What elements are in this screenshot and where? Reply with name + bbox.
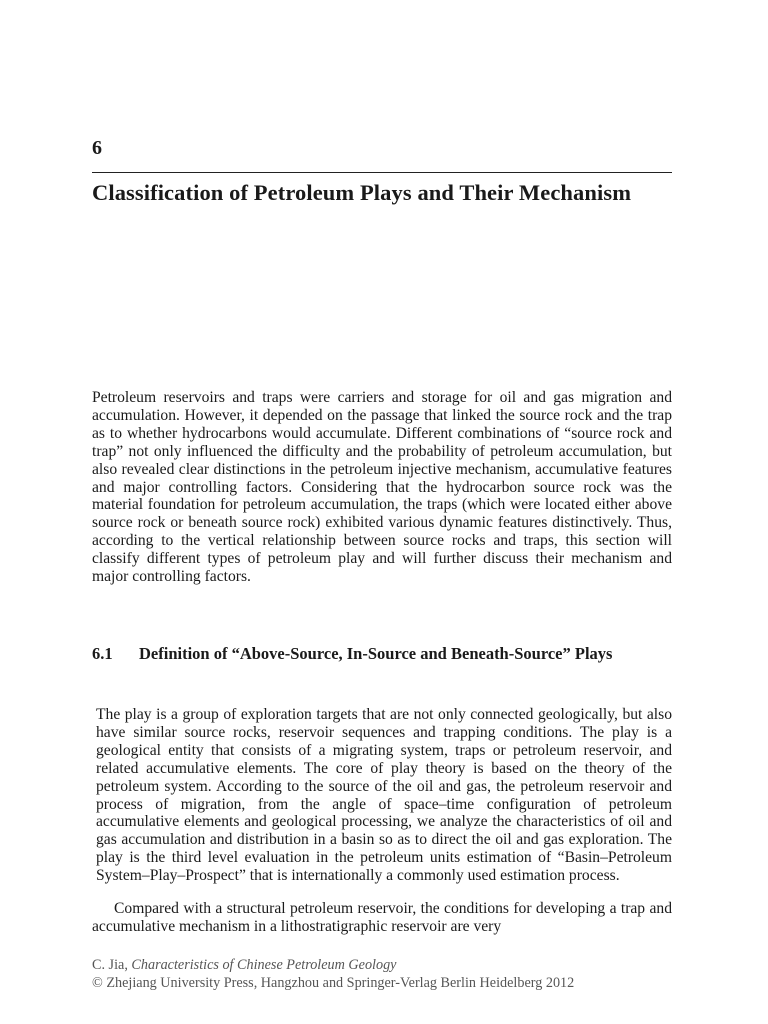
section-number: 6.1 (92, 644, 113, 663)
section-title: Definition of “Above-Source, In-Source and Beneath-Source” Plays (139, 644, 613, 663)
page-footer (92, 956, 692, 992)
citation-line (92, 956, 692, 974)
body-paragraph: Compared with a structural petroleum reservoir, the conditions for developing a trap and accumulative mechanism in a lithostratigraphic reservoir are very (92, 900, 672, 935)
chapter-divider (92, 172, 672, 173)
intro-paragraph: Petroleum reservoirs and traps were carriers and storage for oil and gas migration and accumulation. However, it depended on the passage that linked the source rock and the trap as to whether hydrocarbons would accumulate. Different combinations of “source rock and trap” not only influenced the difficulty and the probability of petroleum accumulation, but also revealed clear distinctions in the petroleum injective mechanism, accumulative features and major controlling factors. Considering that the hydrocarbon source rock was the material foundation for petroleum accumulation, the traps (which were located either above source rock or beneath source rock) exhibited various dynamic features distinctively. Thus, according to the vertical relationship between source rocks and traps, this section will classify different types of petroleum play and will further discuss their mechanism and major controlling factors. (92, 389, 672, 586)
chapter-number: 6 (92, 137, 102, 159)
body-paragraph: The play is a group of exploration targets that are not only connected geologically, but also have similar source rocks, reservoir sequences and trapping conditions. The play is a geological entity that consists of a migrating system, traps or petroleum reservoir, and related accumulative elements. The core of play theory is based on the theory of the petroleum system. According to the source of the oil and gas, the petroleum reservoir and process of migration, from the angle of space–time configuration of petroleum accumulative elements and geological processing, we analyze the characteristics of oil and gas accumulation and distribution in a basin so as to direct the oil and gas exploration. The play is the third level evaluation in the petroleum units estimation of “Basin–Petroleum System–Play–Prospect” that is internationally a commonly used estimation process. (96, 706, 672, 885)
section-heading (92, 643, 672, 664)
chapter-title: Classification of Petroleum Plays and Their Mechanism (92, 180, 632, 205)
citation-author: C. Jia, (92, 957, 132, 973)
copyright-line: © Zhejiang University Press, Hangzhou and Springer-Verlag Berlin Heidelberg 2012 (92, 975, 575, 991)
citation-book-title: Characteristics of Chinese Petroleum Geology (131, 957, 397, 973)
